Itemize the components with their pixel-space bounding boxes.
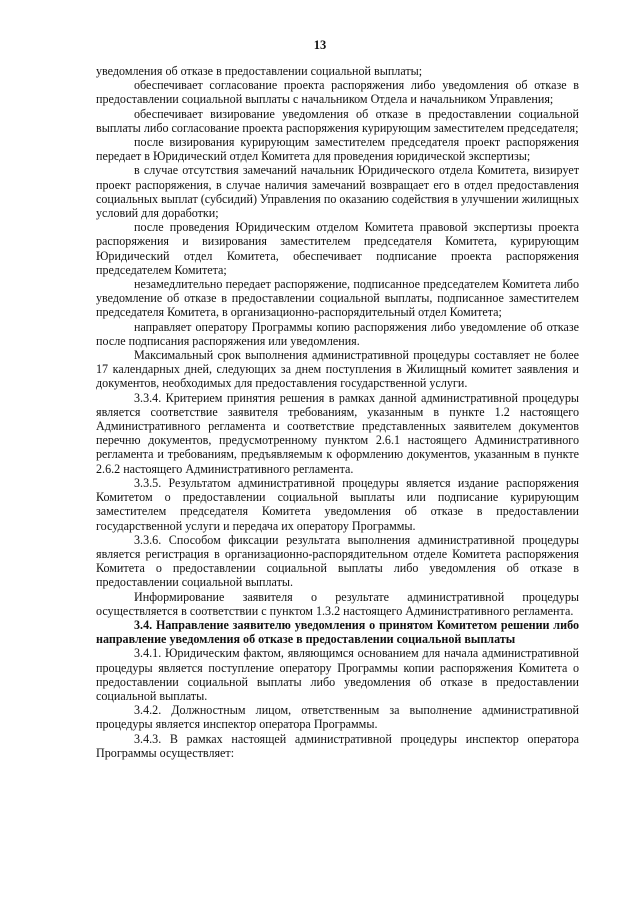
paragraph-2: обеспечивает согласование проекта распоряжения либо уведомления об отказе в предоставлении социальной выплаты с начальником Отдела и начальником Управления; <box>96 78 579 107</box>
paragraph-16: 3.4.2. Должностным лицом, ответственным за выполнение административной процедуры является инспектор оператора Программы. <box>96 703 579 732</box>
paragraph-4: после визирования курирующим заместителем председателя проект распоряжения передает в Юридический отдел Комитета для проведения юридической экспертизы; <box>96 135 579 164</box>
section-heading-3-4: 3.4. Направление заявителю уведомления о принятом Комитетом решении либо направление уведомления об отказе в предоставлении социальной выплаты <box>96 617 579 647</box>
paragraph-15: 3.4.1. Юридическим фактом, являющимся основанием для начала административной процедуры является поступление оператору Программы копии распоряжения Комитета о предоставлении социальной выплаты либо уведомления об отказе в предоставлении социальной выплаты. <box>96 646 579 703</box>
paragraph-10: 3.3.4. Критерием принятия решения в рамках данной административной процедуры является соответствие заявителя требованиям, указанным в пункте 1.2 настоящего Административного регламента и соответствие представленных заявителем документов перечню документов, предусмотренному пунктом 2.6.1 настоящего Административного регламента и требованиям, предъявляемым к оформлению документов, указанным в пункте 2.6.2 настоящего Административного регламента. <box>96 390 579 476</box>
paragraph-12: 3.3.6. Способом фиксации результата выполнения административной процедуры является регистрация в организационно-распорядительном отделе Комитета распоряжения Комитета о предоставлении социальной выплаты либо уведомления об отказе в предоставлении социальной выплаты. <box>96 532 579 590</box>
paragraph-7: незамедлительно передает распоряжение, подписанное председателем Комитета либо уведомление об отказе в предоставлении социальной выплаты, подписанное заместителем председателя Комитета, в организационно-распорядительный отдел Комитета; <box>96 277 579 320</box>
paragraph-9: Максимальный срок выполнения административной процедуры составляет не более 17 календарных дней, следующих за днем поступления в Жилищный комитет заявления и документов, необходимых для предоставления государственной услуги. <box>96 348 579 391</box>
paragraph-11: 3.3.5. Результатом административной процедуры является издание распоряжения Комитетом о предоставлении социальной выплаты или подписание курирующим заместителем председателя Комитета уведомления об отказе в предоставлении государственной услуги и передача их оператору Программы. <box>96 475 579 533</box>
paragraph-13: Информирование заявителя о результате административной процедуры осуществляется в соответствии с пунктом 1.3.2 настоящего Административного регламента. <box>96 589 579 618</box>
paragraph-17: 3.4.3. В рамках настоящей административной процедуры инспектор оператора Программы осуществляет: <box>96 731 579 760</box>
paragraph-1: уведомления об отказе в предоставлении социальной выплаты; <box>96 64 423 78</box>
page-number: 13 <box>313 38 327 52</box>
document-body <box>96 64 579 760</box>
paragraph-6: после проведения Юридическим отделом Комитета правовой экспертизы проекта распоряжения и визирования заместителем председателя Комитета, курирующим Юридический отдел Комитета, обеспечивает подписание проекта распоряжения председателем Комитета; <box>96 220 579 277</box>
paragraph-5: в случае отсутствия замечаний начальник Юридического отдела Комитета, визирует проект распоряжения, в случае наличия замечаний возвращает его в отдел предоставления социальных выплат (субсидий) Управления по оказанию содействия в улучшении жилищных условий для доработки; <box>96 163 579 221</box>
paragraph-3: обеспечивает визирование уведомления об отказе в предоставлении социальной выплаты либо согласование проекта распоряжения курирующим заместителем председателя; <box>96 106 579 135</box>
paragraph-8: направляет оператору Программы копию распоряжения либо уведомление об отказе после подписания распоряжения или уведомления. <box>96 319 579 348</box>
